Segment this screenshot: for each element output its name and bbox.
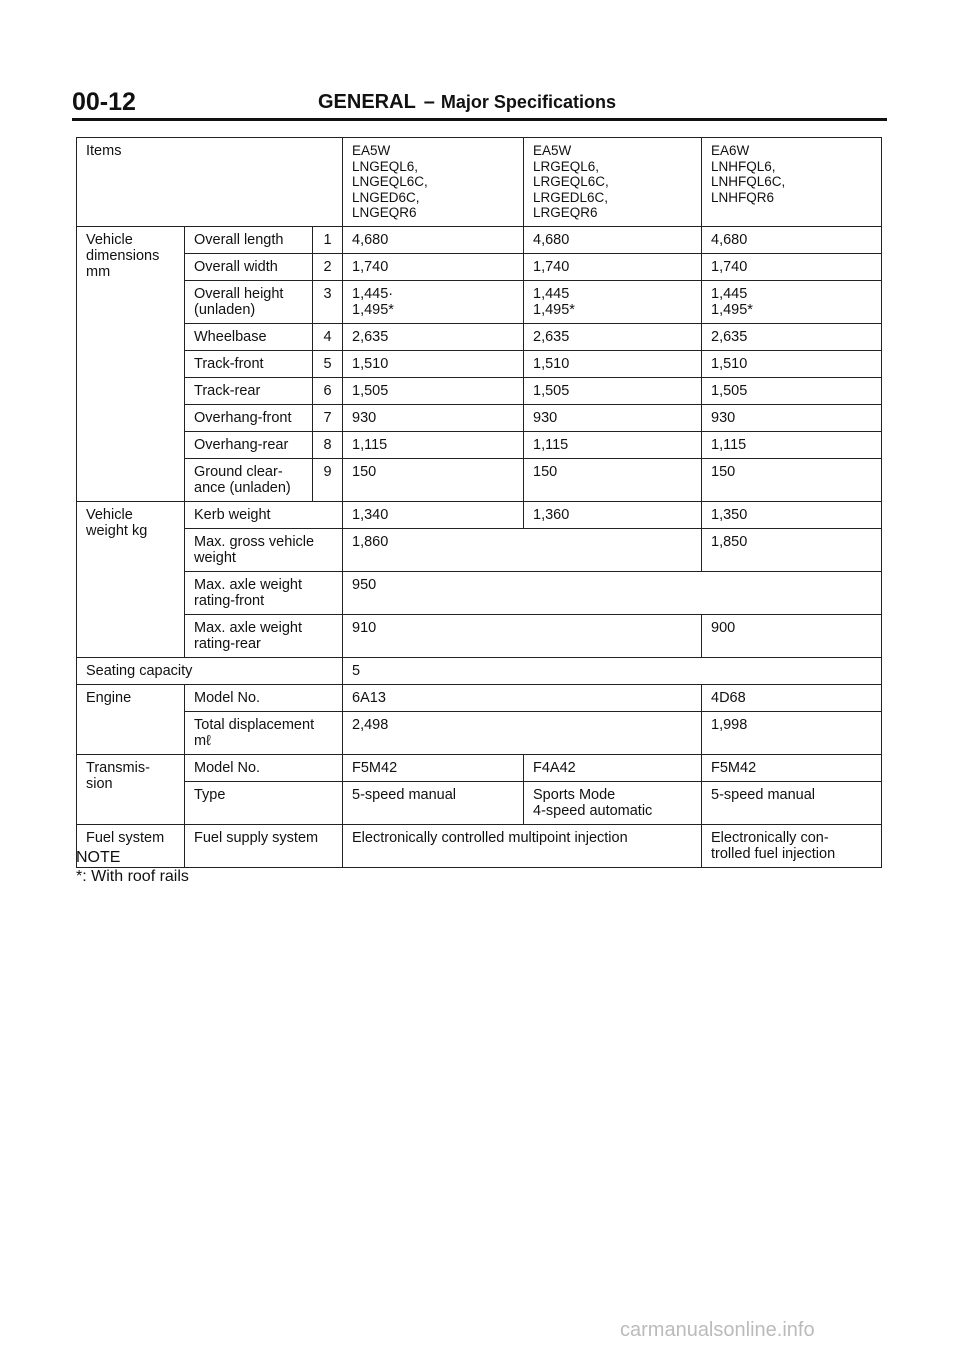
page-header (72, 88, 887, 118)
item-label: Overall length (185, 226, 313, 253)
value-cell: 2,635 (343, 323, 524, 350)
value-cell: 1,740 (524, 253, 702, 280)
item-label: Type (185, 781, 343, 824)
value-cell: Sports Mode 4-speed automatic (524, 781, 702, 824)
value-cell: 4,680 (343, 226, 524, 253)
table-row (77, 323, 882, 350)
table-row (77, 377, 882, 404)
value-cell: Electronically con- trolled fuel injection (702, 824, 882, 867)
value-cell: 5-speed manual (343, 781, 524, 824)
value-cell: 1,505 (702, 377, 882, 404)
value-cell: 1,998 (702, 711, 882, 754)
value-cell: 1,115 (524, 431, 702, 458)
section-subtitle: Major Specifications (440, 92, 616, 112)
item-label: Track-rear (185, 377, 313, 404)
item-label: Total displacement mℓ (185, 711, 343, 754)
group-label: Vehicle dimensions mm (77, 226, 185, 501)
table-row (77, 350, 882, 377)
item-label: Overhang-rear (185, 431, 313, 458)
value-cell: 1,505 (343, 377, 524, 404)
value-cell: 4D68 (702, 684, 882, 711)
item-label: Seating capacity (77, 657, 343, 684)
value-cell: 150 (343, 458, 524, 501)
item-number: 1 (313, 226, 343, 253)
value-cell: 1,115 (343, 431, 524, 458)
watermark: carmanualsonline.info (620, 1319, 815, 1341)
table-row (77, 711, 882, 754)
page-title (318, 91, 616, 114)
value-cell: 900 (702, 614, 882, 657)
item-label: Fuel supply system (185, 824, 343, 867)
table-row (77, 684, 882, 711)
table-row (77, 253, 882, 280)
value-cell: 2,635 (524, 323, 702, 350)
spec-table (76, 137, 882, 868)
item-label: Overhang-front (185, 404, 313, 431)
item-number: 8 (313, 431, 343, 458)
value-cell: 4,680 (702, 226, 882, 253)
item-label: Wheelbase (185, 323, 313, 350)
item-number: 6 (313, 377, 343, 404)
value-cell: 2,635 (702, 323, 882, 350)
value-cell: 1,340 (343, 501, 524, 528)
item-label: Model No. (185, 684, 343, 711)
value-cell: 950 (343, 571, 882, 614)
item-label: Kerb weight (185, 501, 343, 528)
note-text: *: With roof rails (76, 868, 189, 885)
table-row (77, 571, 882, 614)
value-cell: 1,860 (343, 528, 702, 571)
section-name: GENERAL (318, 91, 416, 113)
value-cell: 930 (343, 404, 524, 431)
item-label: Overall height (unladen) (185, 280, 313, 323)
items-header: Items (77, 138, 343, 227)
table-row (77, 226, 882, 253)
value-cell: 1,445· 1,495* (343, 280, 524, 323)
spec-table-wrapper (76, 137, 881, 868)
value-cell: 5-speed manual (702, 781, 882, 824)
item-label: Overall width (185, 253, 313, 280)
value-cell: 1,510 (702, 350, 882, 377)
group-label: Fuel system (77, 824, 185, 867)
value-cell: 1,510 (524, 350, 702, 377)
value-cell: 1,510 (343, 350, 524, 377)
value-cell: 1,445 1,495* (524, 280, 702, 323)
item-number: 7 (313, 404, 343, 431)
group-label: Transmis- sion (77, 754, 185, 824)
item-label: Model No. (185, 754, 343, 781)
title-separator: – (423, 91, 435, 113)
item-label: Max. gross vehicle weight (185, 528, 343, 571)
header-row (77, 138, 882, 227)
page-number: 00-12 (72, 88, 136, 116)
value-cell: 1,360 (524, 501, 702, 528)
table-row (77, 657, 882, 684)
table-row (77, 781, 882, 824)
item-label: Track-front (185, 350, 313, 377)
table-row (77, 754, 882, 781)
item-number: 2 (313, 253, 343, 280)
model-header: EA5W LRGEQL6, LRGEQL6C, LRGEDL6C, LRGEQR6 (524, 138, 702, 227)
value-cell: Electronically controlled multipoint injection (343, 824, 702, 867)
value-cell: 930 (524, 404, 702, 431)
table-row (77, 280, 882, 323)
value-cell: 1,740 (343, 253, 524, 280)
value-cell: 1,445 1,495* (702, 280, 882, 323)
value-cell: 150 (702, 458, 882, 501)
table-row (77, 528, 882, 571)
value-cell: 5 (343, 657, 882, 684)
value-cell: 1,350 (702, 501, 882, 528)
value-cell: 930 (702, 404, 882, 431)
model-header: EA5W LNGEQL6, LNGEQL6C, LNGED6C, LNGEQR6 (343, 138, 524, 227)
item-number: 3 (313, 280, 343, 323)
model-header: EA6W LNHFQL6, LNHFQL6C, LNHFQR6 (702, 138, 882, 227)
value-cell: 2,498 (343, 711, 702, 754)
item-label: Max. axle weight rating-front (185, 571, 343, 614)
table-row (77, 431, 882, 458)
note-block (76, 848, 189, 886)
value-cell: 150 (524, 458, 702, 501)
group-label: Engine (77, 684, 185, 754)
item-number: 4 (313, 323, 343, 350)
table-row (77, 501, 882, 528)
item-number: 5 (313, 350, 343, 377)
note-title: NOTE (76, 849, 121, 866)
value-cell: 4,680 (524, 226, 702, 253)
value-cell: 910 (343, 614, 702, 657)
group-label: Vehicle weight kg (77, 501, 185, 657)
value-cell: 1,740 (702, 253, 882, 280)
table-row (77, 404, 882, 431)
item-label: Ground clear- ance (unladen) (185, 458, 313, 501)
table-row (77, 824, 882, 867)
table-row (77, 458, 882, 501)
value-cell: 1,505 (524, 377, 702, 404)
table-row (77, 614, 882, 657)
item-label: Max. axle weight rating-rear (185, 614, 343, 657)
value-cell: 1,115 (702, 431, 882, 458)
value-cell: F5M42 (702, 754, 882, 781)
header-rule (72, 118, 887, 121)
value-cell: 6A13 (343, 684, 702, 711)
value-cell: 1,850 (702, 528, 882, 571)
item-number: 9 (313, 458, 343, 501)
value-cell: F5M42 (343, 754, 524, 781)
value-cell: F4A42 (524, 754, 702, 781)
